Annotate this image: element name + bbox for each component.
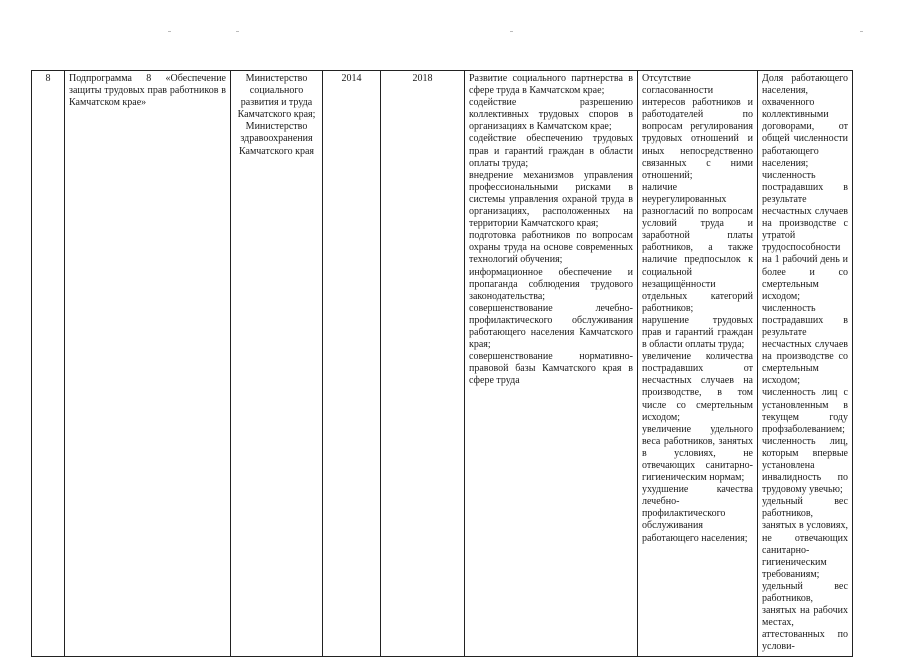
- measure-item: содействие разрешению коллективных трудовых споров в организациях в Камчатском крае;: [469, 97, 633, 133]
- consequence-item: наличие неурегулированных разногласий по вопросам условий труда и заработной платы работников, а также наличие предпосылок к социальной незащищённости отдельных категорий работников;: [642, 181, 753, 314]
- row-number: 8: [32, 71, 65, 657]
- end-year: 2018: [381, 71, 465, 657]
- measure-item: содействие обеспечению трудовых прав и гарантий граждан в области оплаты труда;: [469, 133, 633, 169]
- scan-mark: [860, 31, 863, 32]
- consequence-item: нарушение трудовых прав и гарантий граждан в области оплаты труда;: [642, 314, 753, 351]
- measure-item: внедрение механизмов управления профессиональными рисками в системы управления охраной труда в организациях, расположенных на территории Камчатского края;: [469, 169, 633, 230]
- indicator-item: численность пострадавших в результате несчастных случаев на производстве со смертельным исходом;: [762, 302, 848, 387]
- indicators-cell: [758, 71, 853, 657]
- executor: Министерство социального развития и труда Камчатского края;: [237, 73, 316, 121]
- indicator-item: удельный вес работников, занятых на рабочих местах, аттестованных по услови-: [762, 580, 848, 653]
- measure-item: совершенствование лечебно-профилактического обслуживания работающего населения Камчатского края;: [469, 302, 633, 351]
- subprogram-name: Подпрограмма 8 «Обеспечение защиты трудовых прав работников в Камчатском крае»: [65, 71, 231, 657]
- executors-cell: [231, 71, 323, 657]
- consequence-item: увеличение количества пострадавших от несчастных случаев на производстве, в том числе со смертельным исходом;: [642, 351, 753, 423]
- measure-item: подготовка работников по вопросам охраны труда на основе современных технологий обучения;: [469, 230, 633, 266]
- indicator-item: численность лиц, которым впервые установлена инвалидность по трудовому увечью;: [762, 435, 848, 496]
- measure-item: Развитие социального партнерства в сфере труда в Камчатском крае;: [469, 73, 633, 97]
- scan-mark: [236, 31, 239, 32]
- scan-mark: [510, 31, 513, 32]
- measure-item: совершенствование нормативно-правовой базы Камчатского края в сфере труда: [469, 351, 633, 387]
- start-year: 2014: [323, 71, 381, 657]
- consequence-item: увеличение удельного веса работников, занятых в условиях, не отвечающих санитарно-гигиеническим нормам;: [642, 423, 753, 484]
- indicator-item: численность пострадавших в результате несчастных случаев на производстве с утратой трудоспособности на 1 рабочий день и более и со смертельным исходом;: [762, 169, 848, 302]
- measures-cell: [465, 71, 638, 657]
- executor: Министерство здравоохранения Камчатского края: [238, 121, 315, 157]
- indicator-item: удельный вес работников, занятых в условиях, не отвечающих санитарно-гигиеническим требованиям;: [762, 496, 848, 580]
- consequences-cell: [638, 71, 758, 657]
- table-row: [32, 71, 853, 657]
- consequence-item: Отсутствие согласованности интересов работников и работодателей по вопросам регулирования трудовых отношений и иных непосредственно связанных с ними отношений;: [642, 73, 753, 181]
- indicator-item: Доля работающего населения, охваченного коллективными договорами, от общей численности работающего населения;: [762, 73, 848, 169]
- indicator-item: численность лиц с установленным в текущем году профзаболеванием;: [762, 387, 848, 435]
- consequence-item: ухудшение качества лечебно-профилактического обслуживания работающего населения;: [642, 484, 753, 544]
- measure-item: информационное обеспечение и пропаганда соблюдения трудового законодательства;: [469, 266, 633, 302]
- scan-mark: [168, 31, 171, 32]
- subprogram-table: [31, 70, 853, 657]
